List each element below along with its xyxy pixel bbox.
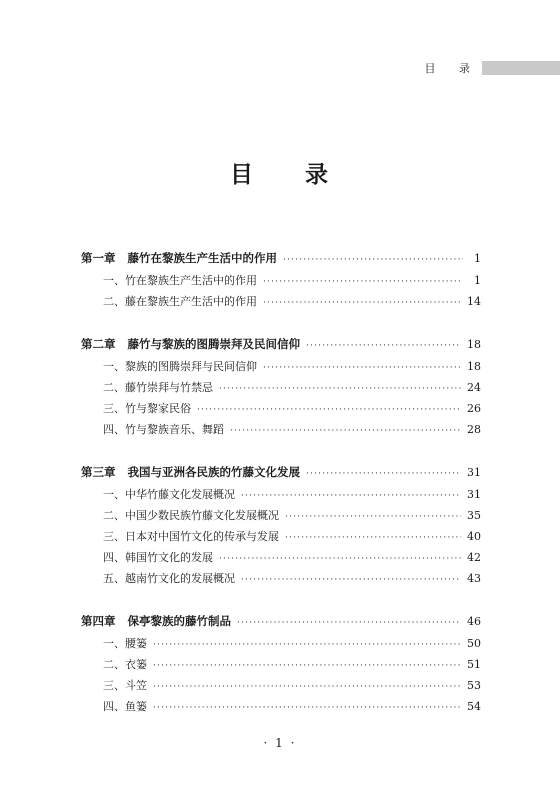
section-page: 1 <box>474 274 481 287</box>
section-page: 26 <box>467 402 481 415</box>
toc-section-entry[interactable] <box>81 356 481 377</box>
page-number: · 1 · <box>263 736 297 750</box>
section-page: 43 <box>467 572 481 585</box>
toc-section-entry[interactable] <box>81 377 481 398</box>
section-page: 18 <box>467 360 481 373</box>
chapter-heading <box>81 462 300 482</box>
section-page: 40 <box>467 530 481 543</box>
running-header <box>425 60 560 76</box>
dot-leader <box>285 528 461 549</box>
dot-leader <box>263 272 463 293</box>
dot-leader <box>219 379 461 400</box>
dot-leader <box>230 421 461 442</box>
section-title: 三、斗笠 <box>103 679 147 692</box>
section-title: 二、中国少数民族竹藤文化发展概况 <box>103 509 279 522</box>
toc-section-entry[interactable] <box>81 568 481 589</box>
dot-leader <box>219 549 461 570</box>
dot-leader <box>263 358 461 379</box>
chapter-page: 31 <box>467 466 481 479</box>
section-page: 53 <box>467 679 481 692</box>
dot-leader <box>153 656 461 677</box>
toc-section-entry[interactable] <box>81 696 481 717</box>
toc-section-entry[interactable] <box>81 547 481 568</box>
chapter-title: 保亭黎族的藤竹制品 <box>127 614 231 628</box>
dot-leader <box>306 336 461 356</box>
section-title: 五、越南竹文化的发展概况 <box>103 572 235 585</box>
toc-section-entry[interactable] <box>81 270 481 291</box>
section-title: 二、藤竹崇拜与竹禁忌 <box>103 381 213 394</box>
chapter-page: 46 <box>467 615 481 628</box>
chapter-number: 第二章 <box>81 337 116 351</box>
section-page: 42 <box>467 551 481 564</box>
section-page: 54 <box>467 700 481 713</box>
section-title: 四、竹与黎族音乐、舞蹈 <box>103 423 224 436</box>
section-title: 二、衣篓 <box>103 658 147 671</box>
toc-chapter <box>81 248 481 312</box>
toc-section-entry[interactable] <box>81 633 481 654</box>
section-page: 51 <box>467 658 481 671</box>
section-title: 二、藤在黎族生产生活中的作用 <box>103 295 257 308</box>
chapter-number: 第四章 <box>81 614 116 628</box>
toc-section-entry[interactable] <box>81 398 481 419</box>
section-title: 一、腰篓 <box>103 637 147 650</box>
section-page: 35 <box>467 509 481 522</box>
toc-section-entry[interactable] <box>81 291 481 312</box>
dot-leader <box>285 507 461 528</box>
toc-chapter <box>81 334 481 440</box>
table-of-contents <box>81 248 481 739</box>
chapter-number: 第一章 <box>81 251 116 265</box>
chapter-title: 藤竹在黎族生产生活中的作用 <box>127 251 277 265</box>
chapter-heading <box>81 334 300 354</box>
section-title: 四、鱼篓 <box>103 700 147 713</box>
dot-leader <box>263 293 461 314</box>
dot-leader <box>153 677 461 698</box>
dot-leader <box>241 570 461 591</box>
section-page: 14 <box>467 295 481 308</box>
section-page: 31 <box>467 488 481 501</box>
section-title: 一、竹在黎族生产生活中的作用 <box>103 274 257 287</box>
dot-leader <box>241 486 461 507</box>
chapter-heading <box>81 611 231 631</box>
running-header-bar <box>482 61 560 75</box>
toc-section-entry[interactable] <box>81 419 481 440</box>
chapter-page: 18 <box>467 338 481 351</box>
chapter-title: 我国与亚洲各民族的竹藤文化发展 <box>127 465 300 479</box>
dot-leader <box>283 250 463 270</box>
toc-chapter-entry[interactable] <box>81 334 481 354</box>
section-title: 四、韩国竹文化的发展 <box>103 551 213 564</box>
chapter-title: 藤竹与黎族的图腾崇拜及民间信仰 <box>127 337 300 351</box>
toc-chapter-entry[interactable] <box>81 248 481 268</box>
toc-chapter-entry[interactable] <box>81 611 481 631</box>
toc-section-entry[interactable] <box>81 654 481 675</box>
toc-section-entry[interactable] <box>81 484 481 505</box>
toc-section-entry[interactable] <box>81 526 481 547</box>
section-page: 28 <box>467 423 481 436</box>
toc-section-entry[interactable] <box>81 505 481 526</box>
section-title: 三、日本对中国竹文化的传承与发展 <box>103 530 279 543</box>
toc-chapter <box>81 462 481 589</box>
toc-chapter <box>81 611 481 717</box>
chapter-heading <box>81 248 277 268</box>
chapter-number: 第三章 <box>81 465 116 479</box>
section-title: 三、竹与黎家民俗 <box>103 402 191 415</box>
section-title: 一、中华竹藤文化发展概况 <box>103 488 235 501</box>
running-header-title: 目 录 <box>424 62 480 75</box>
dot-leader <box>197 400 461 421</box>
chapter-page: 1 <box>474 252 481 265</box>
page-title: 目 录 <box>229 162 350 188</box>
section-title: 一、黎族的图腾崇拜与民间信仰 <box>103 360 257 373</box>
dot-leader <box>153 635 461 656</box>
toc-chapter-entry[interactable] <box>81 462 481 482</box>
dot-leader <box>153 698 461 719</box>
section-page: 24 <box>467 381 481 394</box>
toc-section-entry[interactable] <box>81 675 481 696</box>
section-page: 50 <box>467 637 481 650</box>
dot-leader <box>306 464 461 484</box>
dot-leader <box>237 613 461 633</box>
